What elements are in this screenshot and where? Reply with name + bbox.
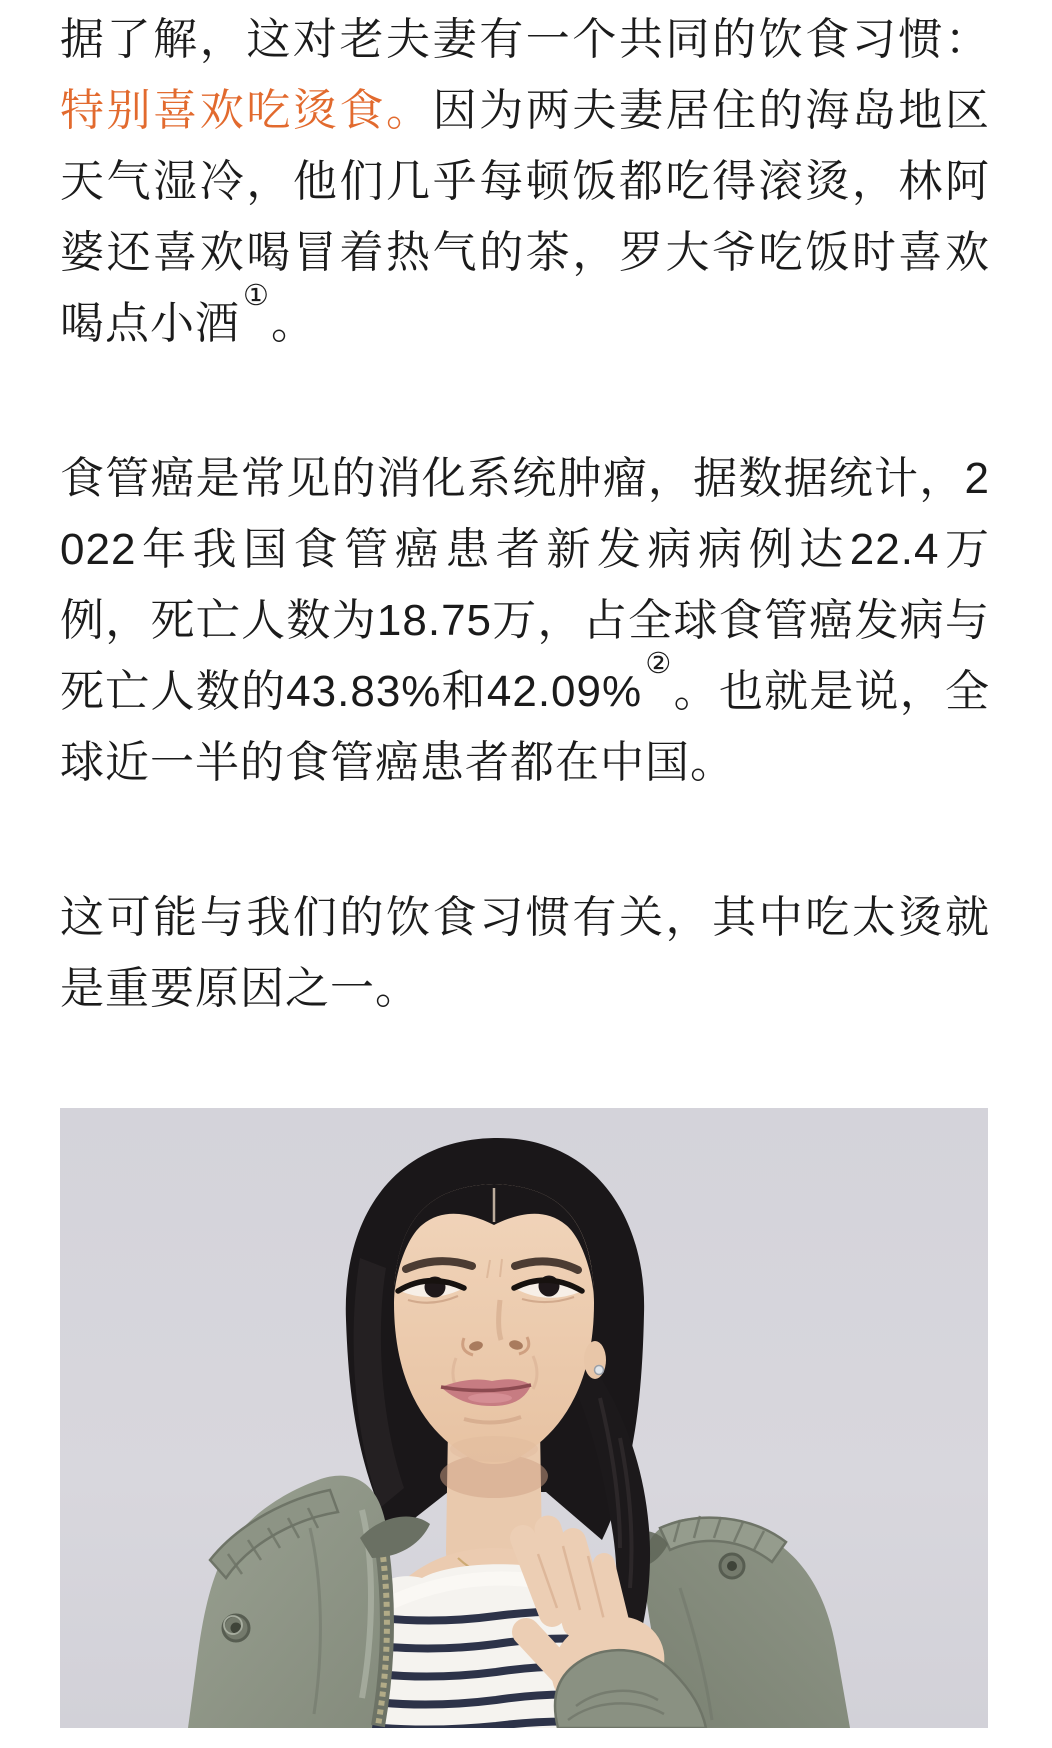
p2-tail-text: 。也就是说，全球近一半的食管癌患者都在中国。: [60, 667, 991, 787]
footnote-ref-1: ①: [243, 280, 269, 313]
photo-illustration: [60, 1108, 988, 1728]
p1-rest-text: 因为两夫妻居住的海岛地区天气湿冷，他们几乎每顿饭都吃得滚烫，林阿婆还喜欢喝冒着热气的茶，罗大爷吃饭时喜欢喝点小酒: [60, 86, 991, 348]
paragraph-1: [60, 4, 990, 359]
p2-lead-text: 食管癌是常见的消化系统肿瘤，据数据统计，2022年我国食管癌患者新发病病例达22.4万例，死亡人数为18.75万，占全球食管癌发病与死亡人数的43.83%和42.09%: [60, 454, 990, 716]
photo-woman-touching-throat: [60, 1108, 988, 1728]
paragraph-3: [60, 882, 990, 1024]
footnote-ref-2: ②: [645, 648, 672, 681]
p3-text: 这可能与我们的饮食习惯有关，其中吃太烫就是重要原因之一。: [60, 893, 990, 1013]
p1-lead-text: 据了解，这对老夫妻有一个共同的饮食习惯：: [60, 15, 990, 64]
p1-tail-text: 。: [271, 299, 316, 348]
p1-highlight-text: 特别喜欢吃烫食。: [60, 86, 433, 135]
paragraph-2: [60, 443, 990, 798]
earring-stud: [595, 1366, 604, 1375]
